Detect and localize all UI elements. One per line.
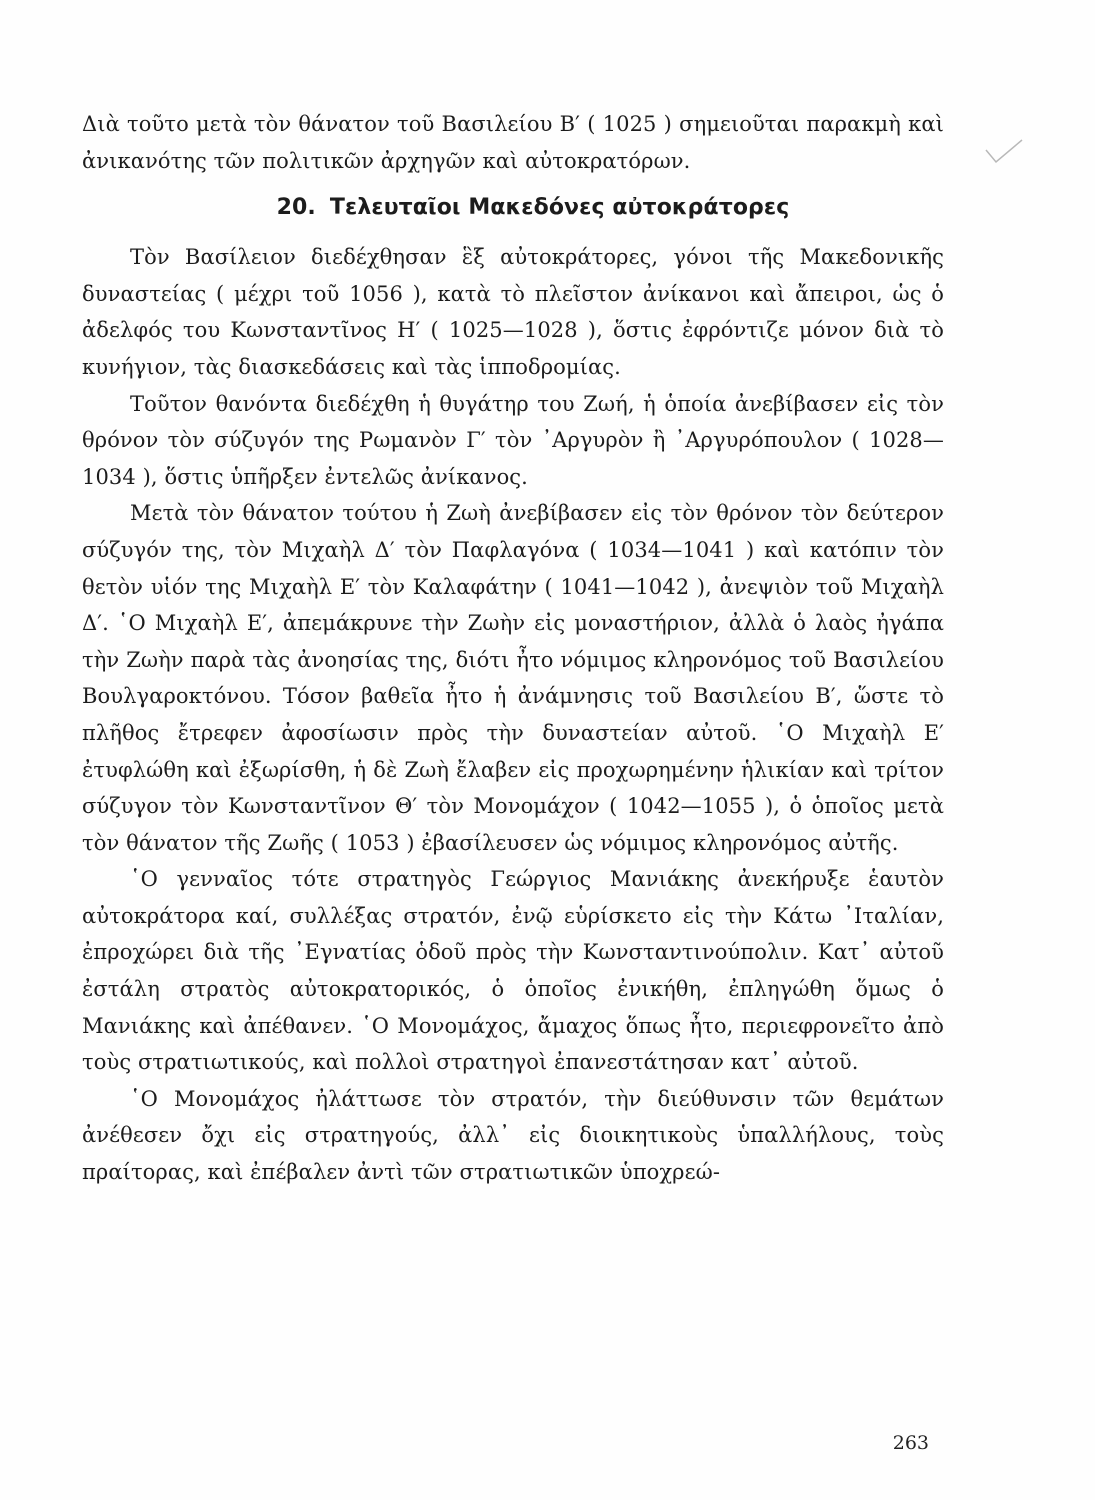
pencil-checkmark-icon (984, 138, 1024, 168)
paragraph: ῾Ο Μονομάχος ἠλάττωσε τὸν στρατόν, τὴν διεύθυνσιν τῶν θεμάτων ἀνέθεσεν ὄχι εἰς στρατηγούς, ἀλλ᾿ εἰς διοικητικοὺς ὑπαλλήλους, τοὺς πραίτορας, καὶ ἐπέβαλεν ἀντὶ τῶν στρατιωτικῶν ὑποχρεώ- (82, 1086, 944, 1185)
section-title: Τελευταῖοι Μακεδόνες αὐτοκράτορες (329, 195, 790, 221)
paragraph: Τὸν Βασίλειον διεδέχθησαν ἓξ αὐτοκράτορες, γόνοι τῆς Μακεδονικῆς δυναστείας ( μέχρι τοῦ 1056 ), κατὰ τὸ πλεῖστον ἀνίκανοι καὶ ἄπειροι, ὡς ὁ ἀδελφός του Κωνσταντῖνος Η′ ( 1025—1028 ), ὅστις ἐφρόντιζε μόνον διὰ τὸ κυνήγιον, τὰς διασκεδάσεις καὶ τὰς ἱπποδρομίας. (82, 245, 944, 379)
page-number: 263 (892, 1432, 929, 1454)
paragraph: Μετὰ τὸν θάνατον τούτου ἡ Ζωὴ ἀνεβίβασεν εἰς τὸν θρόνον τὸν δεύτερον σύζυγόν της, τὸν Μιχαὴλ Δ′ τὸν Παφλαγόνα ( 1034—1041 ) καὶ κατόπιν τὸν θετὸν υἱόν της Μιχαὴλ Ε′ τὸν Καλαφάτην ( 1041—1042 ), ἀνεψιὸν τοῦ Μιχαὴλ Δ′. ῾Ο Μιχαὴλ Ε′, ἀπεμάκρυνε τὴν Ζωὴν εἰς μοναστήριον, ἀλλὰ ὁ λαὸς ἠγάπα τὴν Ζωὴν παρὰ τὰς ἀνοησίας της, διότι ἦτο νόμιμος κληρονόμος τοῦ Βασιλείου Βουλγαροκτόνου. Τόσον βαθεῖα ἦτο ἡ ἀνάμνησις τοῦ Βασιλείου Β′, ὥστε τὸ πλῆθος ἔτρεφεν ἀφοσίωσιν πρὸς τὴν δυναστείαν αὐτοῦ. ῾Ο Μιχαὴλ Ε′ ἐτυφλώθη καὶ ἐξωρίσθη, ἡ δὲ Ζωὴ ἔλαβεν εἰς προχωρημένην ἡλικίαν καὶ τρίτον σύζυγον τὸν Κωνσταντῖνον Θ′ τὸν Μονομάχον ( 1042—1055 ), ὁ ὁποῖος μετὰ τὸν θάνατον τῆς Ζωῆς ( 1053 ) ἐβασίλευσεν ὡς νόμιμος κληρονόμος αὐτῆς. (82, 501, 944, 855)
section-number: 20. (276, 195, 316, 221)
intro-paragraph: Διὰ τοῦτο μετὰ τὸν θάνατον τοῦ Βασιλείου Β′ ( 1025 ) σημειοῦται παρακμὴ καὶ ἀνικανότης τῶν πολιτικῶν ἀρχηγῶν καὶ αὐτοκρατόρων. (82, 112, 944, 173)
paragraph: ῾Ο γενναῖος τότε στρατηγὸς Γεώργιος Μανιάκης ἀνεκήρυξε ἑαυτὸν αὐτοκράτορα καί, συλλέξας στρατόν, ἐνῷ εὑρίσκετο εἰς τὴν Κάτω ᾿Ιταλίαν, ἐπροχώρει διὰ τῆς ᾿Εγνατίας ὁδοῦ πρὸς τὴν Κωνσταντινούπολιν. Κατ᾿ αὐτοῦ ἐστάλη στρατὸς αὐτοκρατορικός, ὁ ὁποῖος ἐνικήθη, ἐπληγώθη ὅμως ὁ Μανιάκης καὶ ἀπέθανεν. ῾Ο Μονομάχος, ἄμαχος ὅπως ἦτο, περιεφρονεῖτο ἀπὸ τοὺς στρατιωτικούς, καὶ πολλοὶ στρατηγοὶ ἐπανεστάτησαν κατ᾿ αὐτοῦ. (82, 867, 944, 1075)
page-body (82, 106, 944, 1191)
section-heading (82, 191, 944, 225)
paragraph: Τοῦτον θανόντα διεδέχθη ἡ θυγάτηρ του Ζωή, ἡ ὁποία ἀνεβίβασεν εἰς τὸν θρόνον τὸν σύζυγόν της Ρωμανὸν Γ′ τὸν ᾿Αργυρὸν ἢ ᾿Αργυρόπουλον ( 1028—1034 ), ὅστις ὑπῆρξεν ἐντελῶς ἀνίκανος. (82, 391, 944, 489)
